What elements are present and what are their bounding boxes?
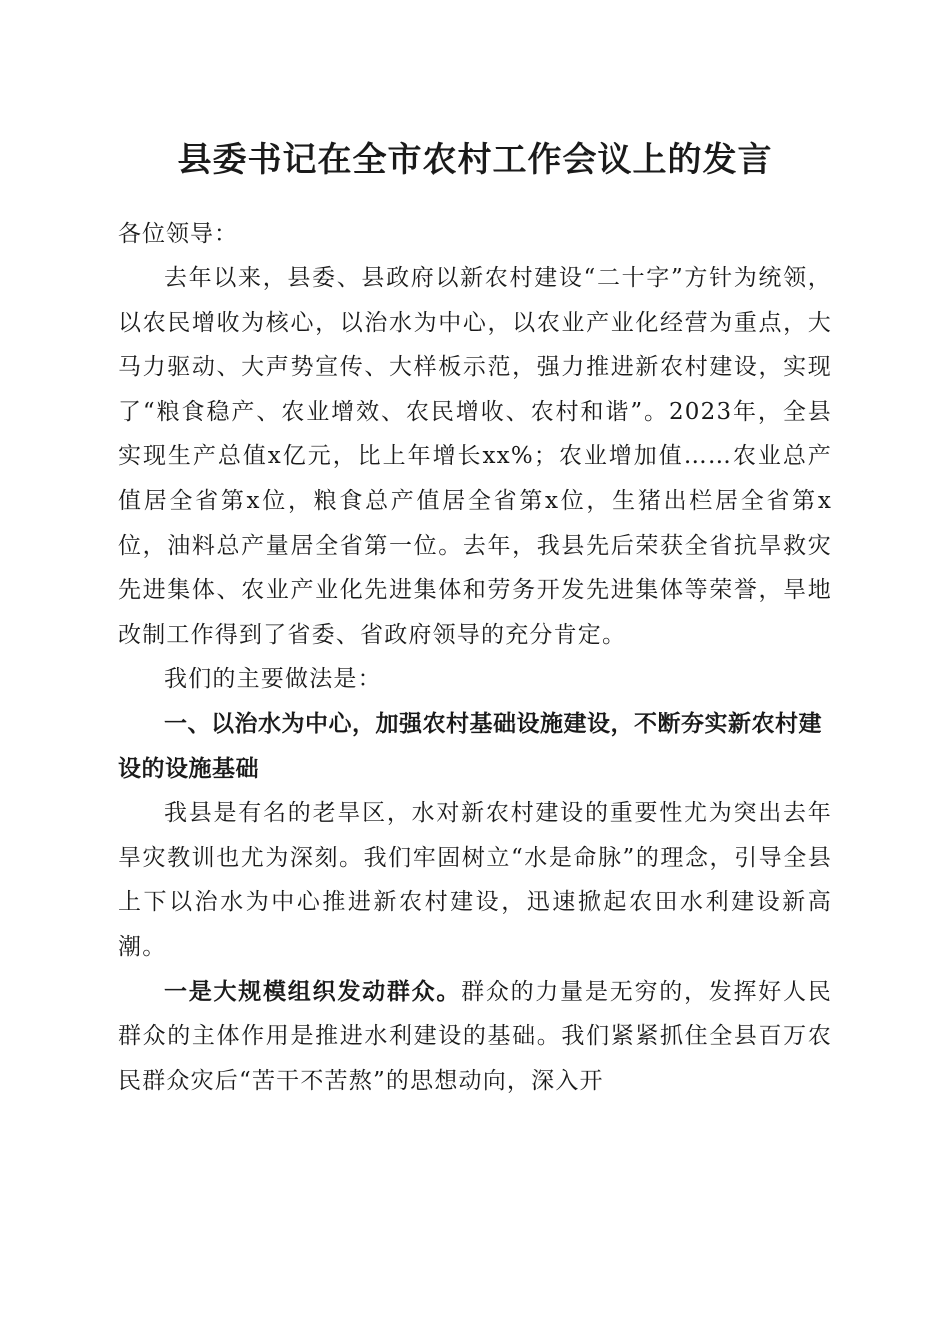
paragraph-mobilize-masses [118,970,832,1104]
point-body-text: 群众的力量是无穷的，发挥好人民群众的主体作用是推进水利建设的基础。我们紧紧抓住全县百万农民群众灾后“苦干不苦熬”的思想动向，深入开 [118,978,832,1094]
salutation: 各位领导： [118,221,238,247]
section-heading-1: 一、以治水为中心，加强农村基础设施建设，不断夯实新农村建设的设施基础 [118,710,822,782]
paragraph-water-importance: 我县是有名的老旱区，水对新农村建设的重要性尤为突出去年旱灾教训也尤为深刻。我们牢固树立“水是命脉”的理念，引导全县上下以治水为中心推进新农村建设，迅速掀起农田水利建设新高潮。 [118,800,832,960]
point-lead-text: 一是大规模组织发动群众。 [164,977,462,1005]
document-title: 县委书记在全市农村工作会议上的发言 [177,140,773,180]
paragraph-methods-intro: 我们的主要做法是： [164,666,382,693]
document-page [118,130,832,1103]
paragraph-intro: 去年以来，县委、县政府以新农村建设“二十字”方针为统领，以农民增收为核心，以治水为中心，以农业产业化经营为重点，大马力驱动、大声势宣传、大样板示范，强力推进新农村建设，实现了“粮食稳产、农业增效、农民增收、农村和谐”。2023年，全县实现生产总值x亿元，比上年增长xx%；农业增加值……农业总产值居全省第x位，粮食总产值居全省第x位，生猪出栏居全省第x位，油料总产量居全省第一位。去年，我县先后荣获全省抗旱救灾先进集体、农业产业化先进集体和劳务开发先进集体等荣誉，旱地改制工作得到了省委、省政府领导的充分肯定。 [118,265,832,648]
